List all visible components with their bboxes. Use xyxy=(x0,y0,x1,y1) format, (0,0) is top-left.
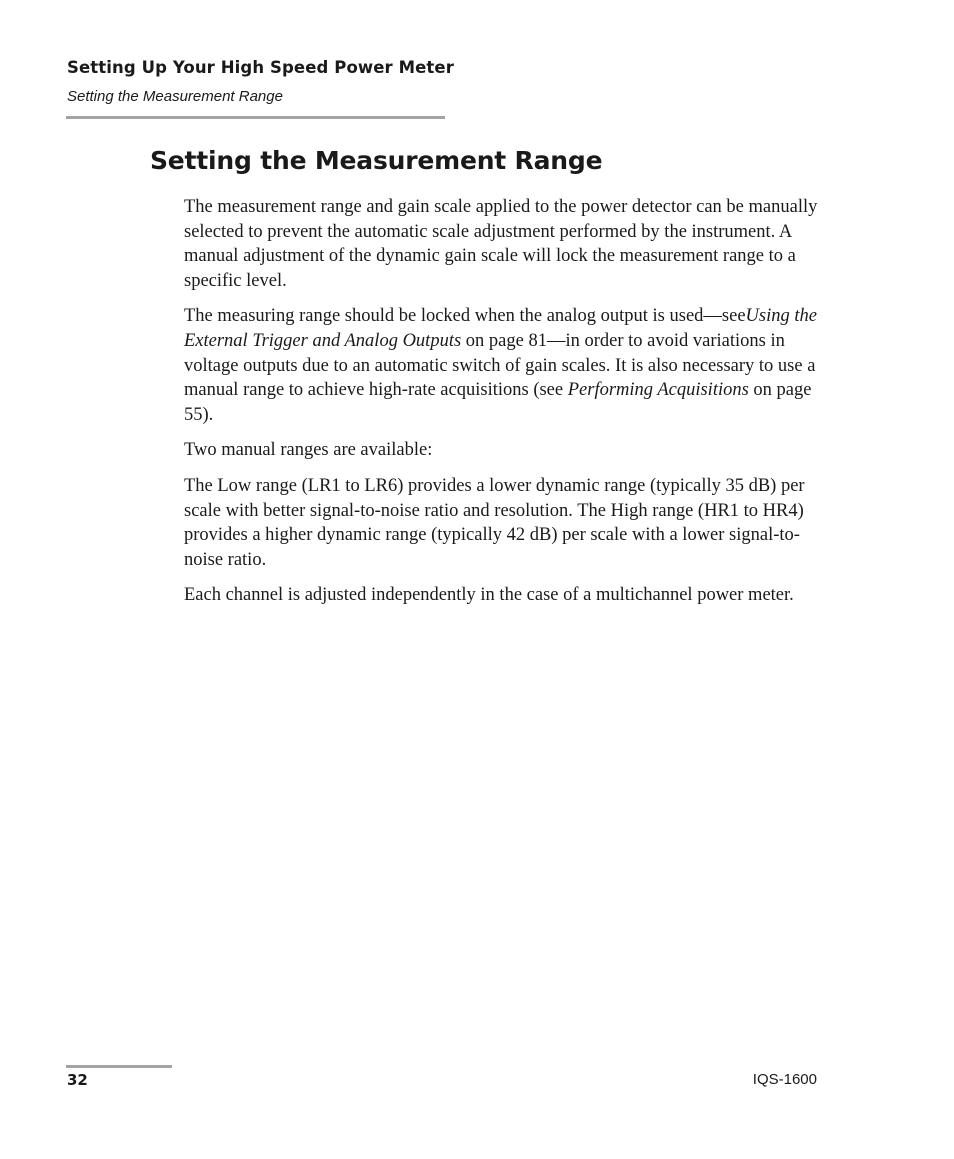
paragraph-4: The Low range (LR1 to LR6) provides a lower dynamic range (typically 35 dB) per scale with better signal-to-noise ratio and resolution. The High range (HR1 to HR4) provides a higher dynamic range (typically 42 dB) per scale with a lower signal-to-noise ratio. xyxy=(184,475,805,570)
page-title: Setting the Measurement Range xyxy=(150,146,603,175)
running-header-chapter: Setting Up Your High Speed Power Meter xyxy=(67,58,454,77)
cross-reference-link[interactable]: Performing Acquisitions xyxy=(567,380,749,401)
paragraph-2-text-c: on page 55). xyxy=(184,380,812,425)
running-header-section: Setting the Measurement Range xyxy=(67,88,283,105)
document-code: IQS-1600 xyxy=(752,1071,817,1088)
cross-reference-link[interactable]: Using the External Trigger and Analog Outputs xyxy=(184,306,817,351)
paragraph-2-text-a: The measuring range should be locked when the analog output is used—see xyxy=(184,306,746,327)
paragraph-1: The measurement range and gain scale applied to the power detector can be manually selected to prevent the automatic scale adjustment performed by the instrument. A manual adjustment of the dynamic gain scale will lock the measurement range to a specific level. xyxy=(184,197,818,291)
paragraph-5: Each channel is adjusted independently in the case of a multichannel power meter. xyxy=(184,585,794,606)
page-number: 32 xyxy=(67,1071,88,1089)
paragraph-2-text-b: on page 81—in order to avoid variations in voltage outputs due to an automatic switch of gain scales. It is also necessary to use a manual range to achieve high-rate acquisitions (see xyxy=(184,330,816,401)
header-rule xyxy=(66,116,445,119)
footer-rule xyxy=(66,1065,172,1068)
body-text xyxy=(184,195,824,619)
paragraph-2 xyxy=(184,304,824,427)
paragraph-3: Two manual ranges are available: xyxy=(184,440,433,461)
